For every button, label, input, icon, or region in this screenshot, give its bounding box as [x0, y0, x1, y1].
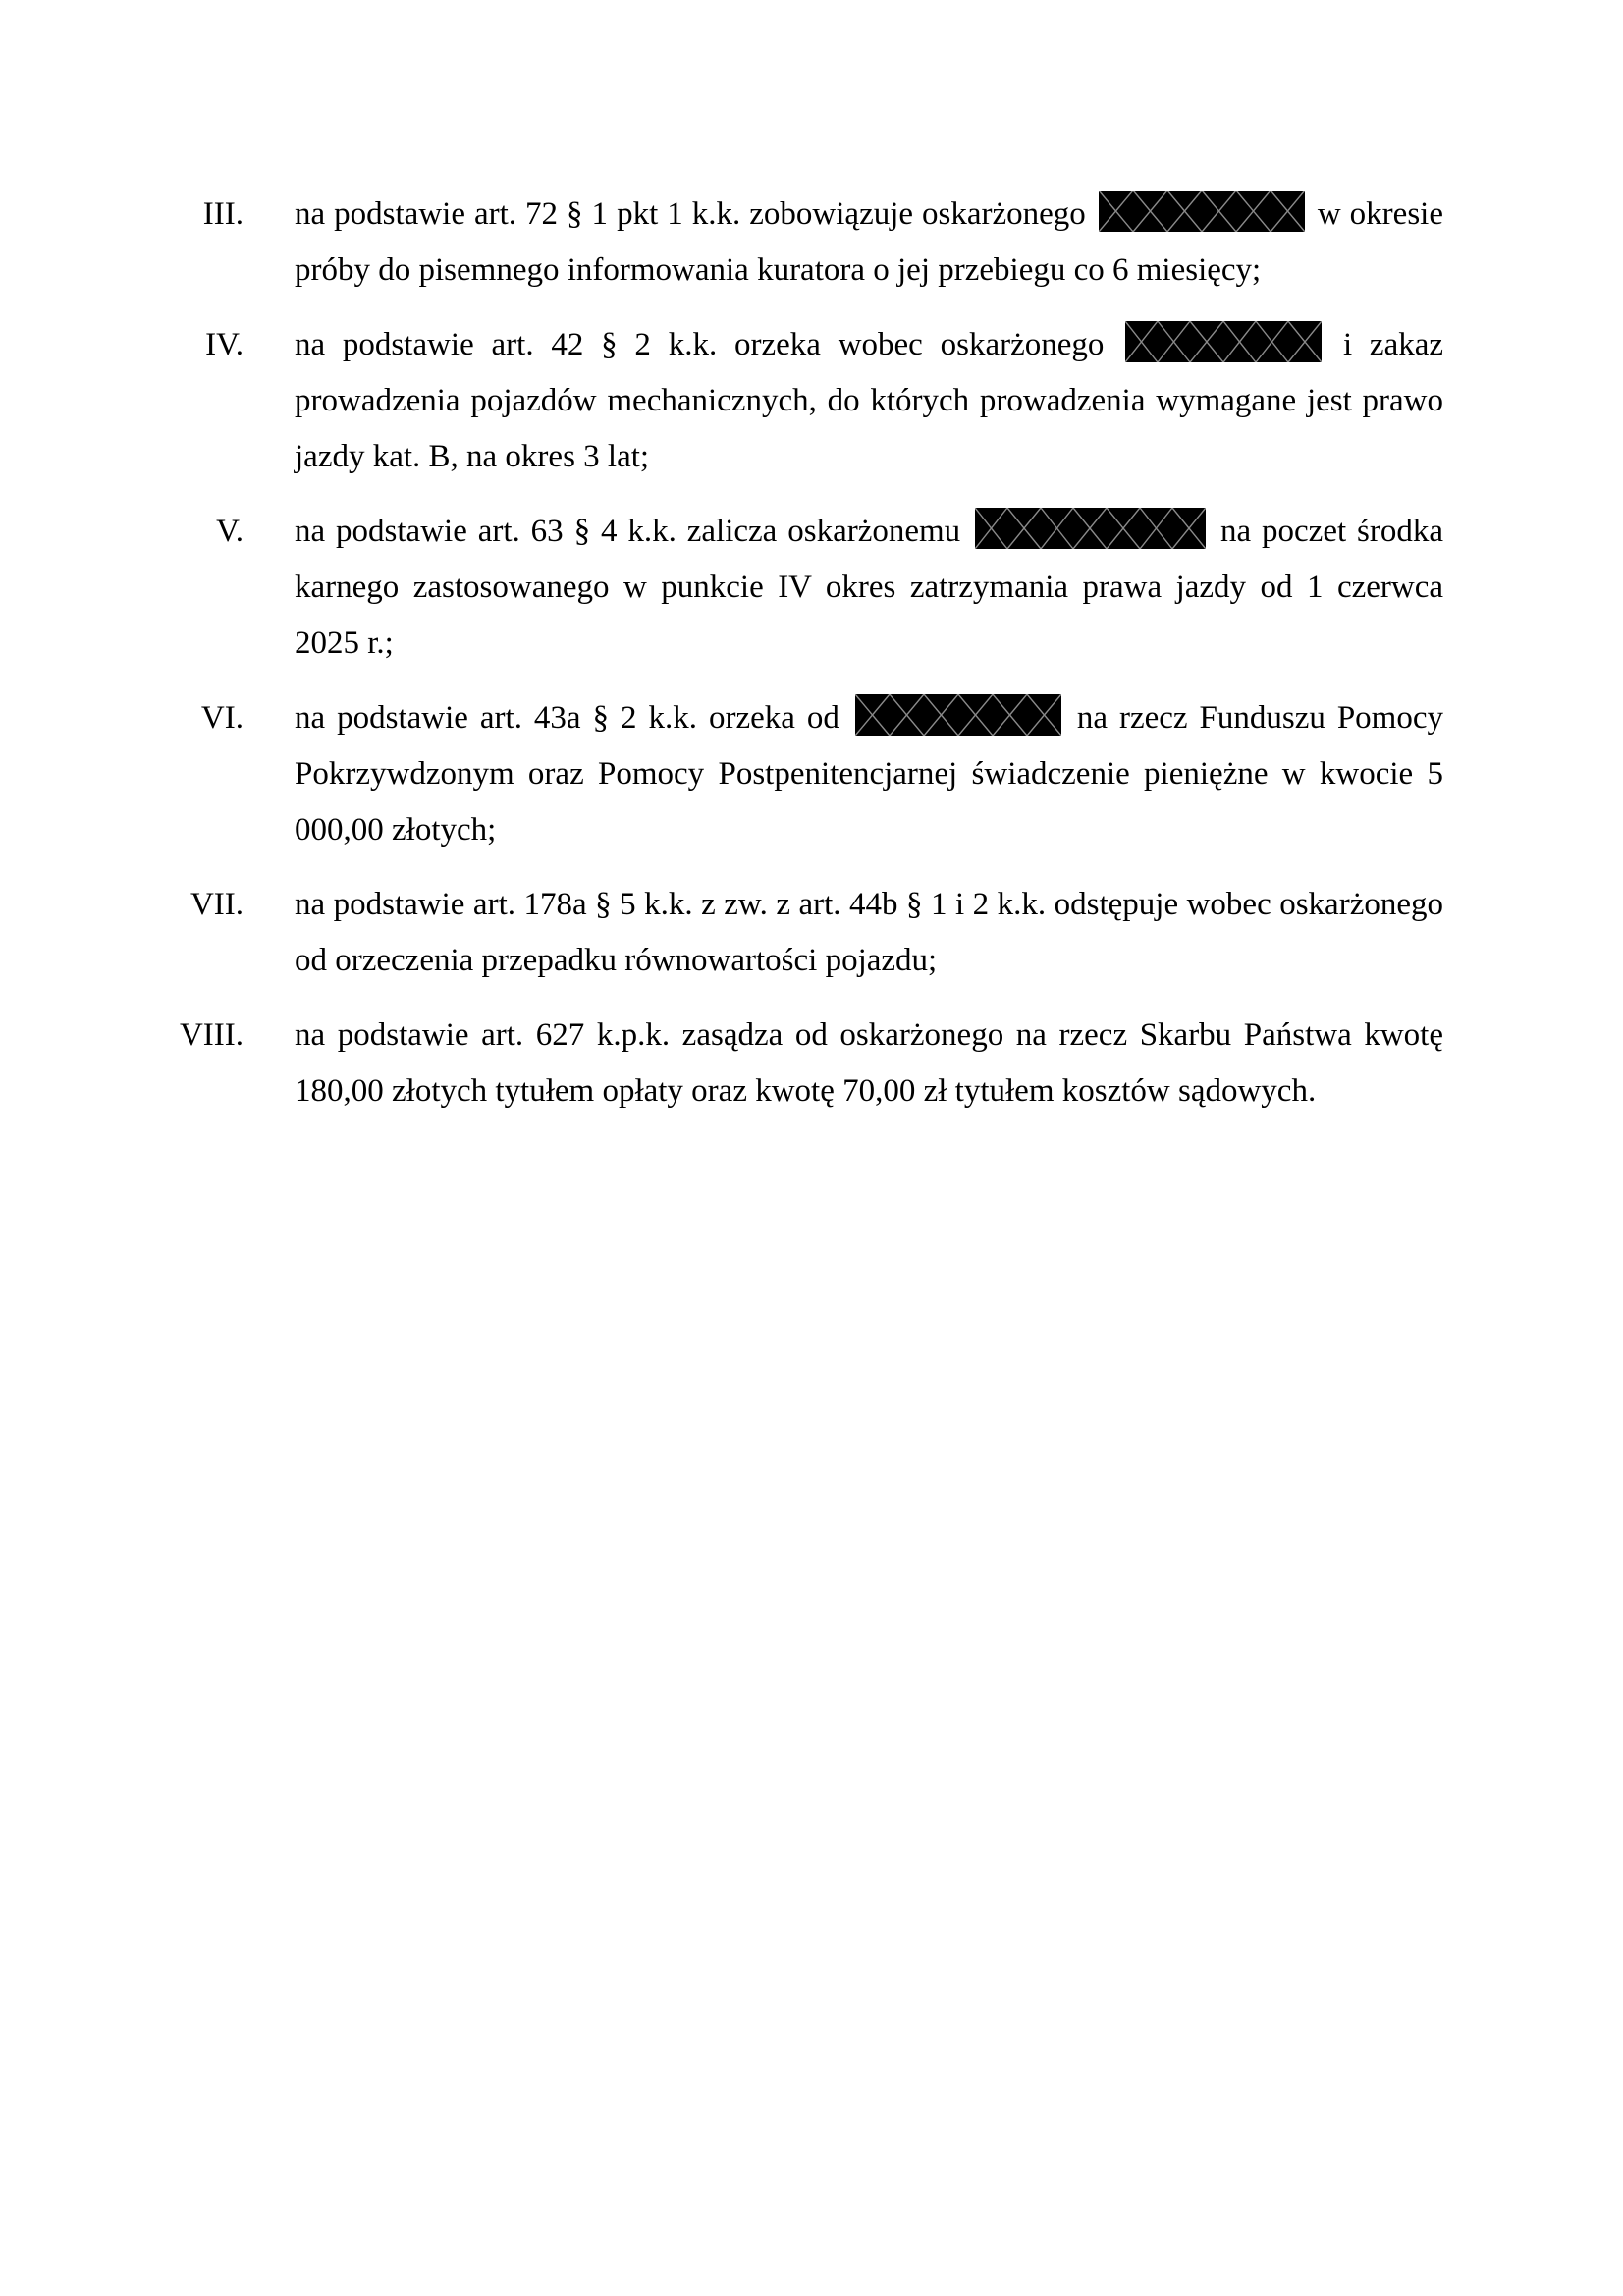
item-text — [295, 317, 1443, 485]
list-item — [157, 877, 1443, 989]
item-number: III. — [202, 196, 243, 232]
judgment-items-list — [157, 187, 1443, 1138]
redaction-pattern-icon — [1099, 191, 1305, 232]
redaction-pattern-icon — [1125, 321, 1322, 362]
list-item — [157, 1008, 1443, 1120]
list-item — [157, 317, 1443, 485]
redaction-block — [1099, 191, 1305, 232]
item-text: na podstawie art. 627 k.p.k. zasądza od oskarżonego na rzecz Skarbu Państwa kwotę 180,00 złotych tytułem opłaty oraz kwotę 70,00 zł tytułem kosztów sądowych. — [295, 1017, 1443, 1109]
redaction-pattern-icon — [975, 508, 1206, 549]
list-item — [157, 690, 1443, 858]
redaction-block — [855, 694, 1061, 736]
item-text-before: na podstawie art. 42 § 2 k.k. orzeka wobec oskarżonego — [295, 327, 1105, 362]
item-text — [295, 690, 1443, 858]
item-text-before: na podstawie art. 72 § 1 pkt 1 k.k. zobowiązuje oskarżonego — [295, 196, 1086, 232]
item-text: na podstawie art. 178a § 5 k.k. z zw. z art. 44b § 1 i 2 k.k. odstępuje wobec oskarżonego od orzeczenia przepadku równowartości pojazdu; — [295, 887, 1443, 978]
item-text-after: i zakaz prowadzenia pojazdów mechanicznych, do których prowadzenia wymagane jest prawo jazdy kat. B, na okres 3 lat; — [295, 327, 1444, 474]
item-number: VIII. — [179, 1017, 243, 1053]
item-text — [295, 504, 1443, 672]
item-number: VI. — [200, 700, 243, 736]
redaction-block — [1125, 321, 1322, 362]
item-text-after: na rzecz Funduszu Pomocy Pokrzywdzonym oraz Pomocy Postpenitencjarnej świadczenie pieniężne w kwocie 5 000,00 złotych; — [295, 700, 1443, 847]
item-number: VII. — [189, 887, 243, 922]
redaction-pattern-icon — [855, 694, 1061, 736]
item-text-after: na poczet środka karnego zastosowanego w punkcie IV okres zatrzymania prawa jazdy od 1 czerwca 2025 r.; — [295, 514, 1444, 661]
item-number: IV. — [205, 327, 243, 362]
list-item — [157, 504, 1443, 672]
list-item — [157, 187, 1443, 299]
item-text — [295, 187, 1443, 299]
item-text-after: w okresie próby do pisemnego informowania kuratora o jej przebiegu co 6 miesięcy; — [295, 196, 1443, 288]
item-text-before: na podstawie art. 43a § 2 k.k. orzeka od — [295, 700, 839, 736]
item-text-before: na podstawie art. 63 § 4 k.k. zalicza oskarżonemu — [295, 514, 961, 549]
item-number: V. — [216, 514, 243, 549]
redaction-block — [975, 508, 1206, 549]
